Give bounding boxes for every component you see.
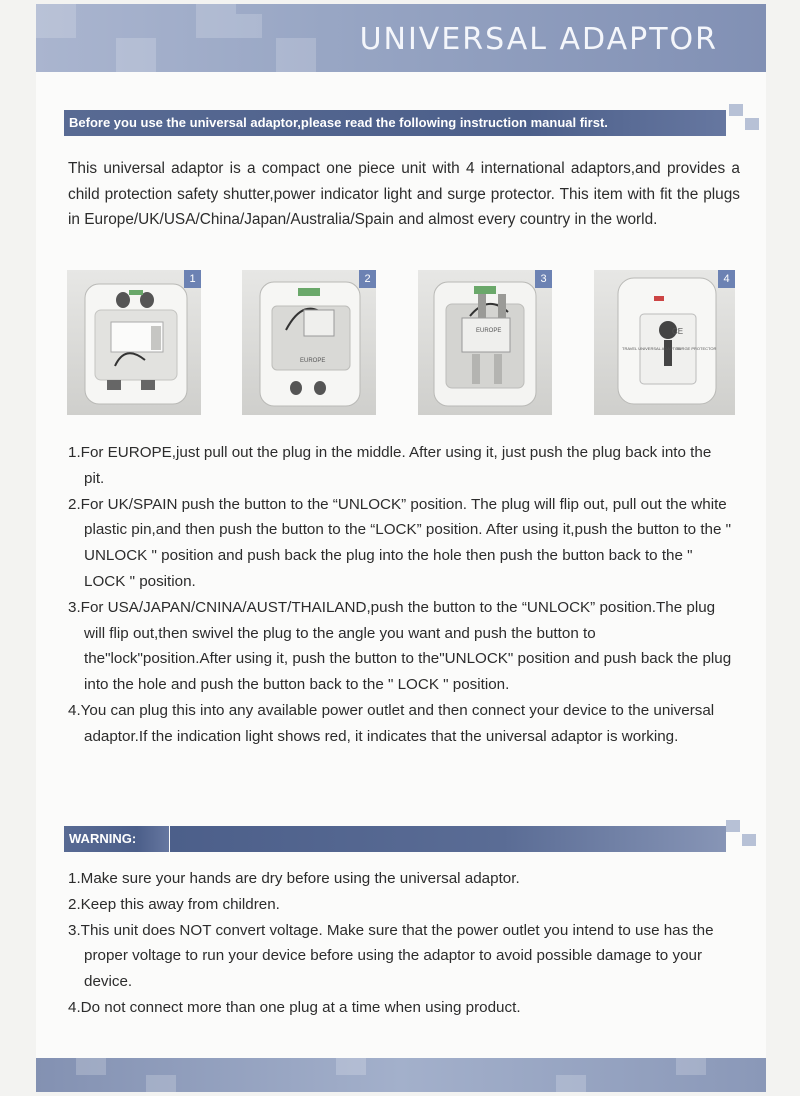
adapter-illustration-1 [67,270,201,415]
warning-item: 3.This unit does NOT convert voltage. Make sure that the power outlet you intend to use has the proper voltage to run your device before using the adaptor to avoid possible damage to your device. [68,921,714,991]
photo-number-badge: 2 [359,270,376,288]
instruction-item: 1.For EUROPE,just pull out the plug in the middle. After using it, just push the plug back into the pit. [68,444,712,487]
photo-step-3 [418,270,552,415]
bar-decoration [742,834,756,846]
photo-number-badge: 4 [718,270,735,288]
instruction-item: 4.You can plug this into any available power outlet and then connect your device to the universal adaptor.If the indication light shows red, it indicates that the universal adaptor is working. [68,701,715,745]
intro-paragraph: This universal adaptor is a compact one piece unit with 4 international adaptors,and provides a child protection safety shutter,power indicator light and surge protector. This item with fit the plugs in Europe/UK/USA/China/Japan/Australia/Spain and almost every country in the world. [68,160,740,228]
intro-bar-text: Before you use the universal adaptor,please read the following instruction manual first. [69,115,608,130]
bar-decoration [726,820,740,832]
warning-item: 4.Do not connect more than one plug at a time when using product. [68,998,521,1016]
instruction-item: 3.For USA/JAPAN/CNINA/AUST/THAILAND,push the button to the “UNLOCK” position.The plug will flip out,then swivel the plug to the angle you want and push the button to the"lock"position.After using it, push the button to the"UNLOCK" position and push back the plug into the hole and push the button back to the " LOCK " position. [68,598,732,694]
photo-step-1 [67,270,201,415]
warning-list [68,866,732,1021]
photo-step-2 [242,270,376,415]
adapter-label-left: TRAVEL UNIVERSAL ADAPTOR [622,346,681,351]
photo-step-4 [594,270,735,415]
bar-decoration [745,118,759,130]
europe-plug-label: EUROPE [300,358,326,364]
header-band [36,4,766,72]
adapter-illustration-3 [418,270,552,415]
instruction-list [68,440,732,750]
adapter-illustration-2 [242,270,376,415]
photo-number-badge: 1 [184,270,201,288]
footer-band [36,1058,766,1092]
warning-bar-text: WARNING: [69,831,137,846]
warning-item: 1.Make sure your hands are dry before using the universal adaptor. [68,870,520,887]
photo-strip [67,270,735,415]
bar-decoration [729,104,743,116]
instruction-item: 2.For UK/SPAIN push the button to the “UNLOCK” position. The plug will flip out, pull out the white plastic pin,and then push the button to the “LOCK” position. After using it,push the button to the " UNLOCK " position and push back the plug into the hole then push the button back to the " LOCK " position. [68,495,732,590]
europe-plug-label: EUROPE [476,328,502,334]
adapter-illustration-4 [594,270,735,415]
page-title: UNIVERSAL ADAPTOR [359,22,718,57]
ce-mark: CE [672,327,684,336]
warning-bar-extension [170,826,726,852]
adapter-label-right: SURGE PROTECTOR [676,346,717,351]
photo-number-badge: 3 [535,270,552,288]
intro-bar [64,110,726,136]
warning-item: 2.Keep this away from children. [68,895,280,913]
warning-bar [64,826,169,852]
